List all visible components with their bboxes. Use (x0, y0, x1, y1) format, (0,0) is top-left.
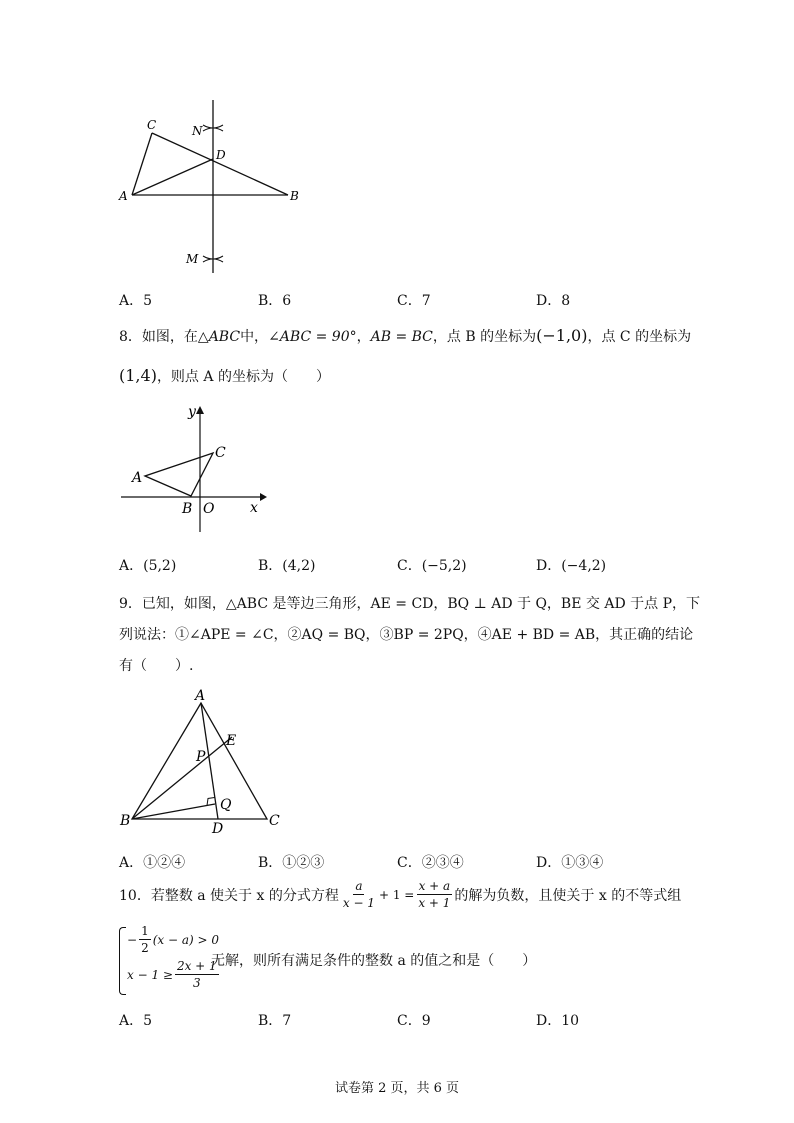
q8-label-y: y (188, 404, 196, 420)
q8-text-d: ，点 C 的坐标为 (587, 329, 692, 345)
q10-inequality-1 (127, 925, 219, 954)
q8-label-c: C (215, 445, 226, 461)
q10-option-d: D．10 (536, 1013, 580, 1029)
q7-label-d: D (216, 148, 226, 162)
q8-option-a: A．(5,2) (119, 558, 177, 574)
q9-figure (115, 685, 295, 835)
q10-frac1-den: x − 1 (342, 896, 375, 910)
q8-text-c: ，点 B 的坐标为 (432, 329, 537, 345)
q8-option-d: D．(−4,2) (536, 558, 607, 574)
q7-label-a: A (119, 189, 128, 203)
q7-label-c: C (147, 118, 157, 132)
q10-fraction-2 (416, 880, 452, 909)
q10-ineq1-den: 2 (141, 941, 149, 955)
q9-option-d: D．①③④ (536, 855, 604, 871)
q7-label-n: N (192, 124, 203, 138)
q9-label-b: B (120, 813, 131, 829)
q8-line1 (119, 326, 691, 346)
q8-option-b: B．(4,2) (258, 558, 316, 574)
q8-number: 8． (119, 329, 142, 345)
q8-label-x: x (250, 500, 258, 516)
q10-text-pre: 10．若整数 a 使关于 x 的分式方程 (119, 887, 339, 904)
q9-label-p: P (196, 749, 206, 765)
q8-figure (115, 400, 275, 535)
q10-ineq2-num: 2x + 1 (176, 959, 217, 973)
q9-label-a: A (195, 688, 206, 704)
q9-option-b: B．①②③ (258, 855, 325, 871)
q8-label-a: A (132, 470, 143, 486)
q8-coord-c: (1,4) (119, 366, 157, 385)
q7-option-b: B．6 (258, 293, 292, 309)
q9-line1: 9．已知，如图，△ABC 是等边三角形，AE = CD，BQ ⊥ AD 于 Q，BE 交 AD 于点 P，下 (119, 596, 700, 612)
q9-option-c: C．②③④ (397, 855, 464, 871)
q7-label-b: B (290, 189, 299, 203)
q10-frac2-num: x + a (418, 879, 451, 893)
q10-inequality-system (119, 924, 219, 995)
q7-figure (110, 95, 310, 280)
q10-ineq1-minus: − (127, 932, 138, 947)
q8-line2 (119, 366, 330, 386)
q8-label-o: O (203, 501, 215, 517)
q9-label-c: C (269, 813, 280, 829)
q10-ineq1-num: 1 (141, 924, 149, 938)
q8-equal: AB = BC (370, 329, 433, 345)
q8-text-b: 中， (240, 329, 269, 345)
q10-frac2-den: x + 1 (418, 896, 451, 910)
q10-plus-one: + 1 = (378, 887, 415, 902)
q8-text-a: 如图，在 (141, 329, 198, 345)
q10-line1 (119, 880, 681, 909)
q8-option-c: C．(−5,2) (397, 558, 467, 574)
q10-tail: 无解，则所有满足条件的整数 a 的值之和是（ ） (211, 953, 537, 969)
q7-label-m: M (186, 252, 199, 266)
q10-ineq1-rest: (x − a) > 0 (152, 932, 219, 947)
q9-label-q: Q (220, 797, 232, 813)
q8-coord-b: (−1,0) (536, 326, 588, 345)
q10-frac1-num: a (355, 879, 363, 893)
q10-option-c: C．9 (397, 1013, 431, 1029)
q8-text-e: ，则点 A 的坐标为（ ） (156, 369, 330, 385)
q7-option-d: D．8 (536, 293, 571, 309)
q7-option-c: C．7 (397, 293, 431, 309)
page-footer: 试卷第 2 页，共 6 页 (334, 1081, 460, 1096)
q10-inequality-2 (127, 960, 221, 989)
q8-label-b: B (182, 501, 193, 517)
q9-option-a: A．①②④ (119, 855, 186, 871)
q9-line2: 列说法：①∠APE = ∠C，②AQ = BQ，③BP = 2PQ，④AE + BD = AB，其正确的结论 (119, 627, 694, 643)
q7-option-a: A．5 (119, 293, 153, 309)
q10-text-post: 的解为负数，且使关于 x 的不等式组 (454, 887, 682, 904)
q9-label-d: D (212, 821, 224, 835)
q10-option-b: B．7 (258, 1013, 292, 1029)
q10-ineq2-left: x − 1 ≥ (127, 967, 173, 982)
q10-option-a: A．5 (119, 1013, 153, 1029)
q10-fraction-1 (341, 880, 377, 909)
q9-line3: 有（ ）. (119, 658, 194, 674)
q9-label-e: E (226, 733, 237, 749)
q10-brace (119, 927, 126, 995)
q10-ineq2-den: 3 (193, 976, 201, 990)
q8-angle: ∠ABC = 90° (268, 329, 357, 345)
q8-sep: ， (356, 329, 371, 345)
q10-ineq1-fraction (139, 925, 151, 954)
q8-triangle: △ABC (197, 329, 241, 345)
